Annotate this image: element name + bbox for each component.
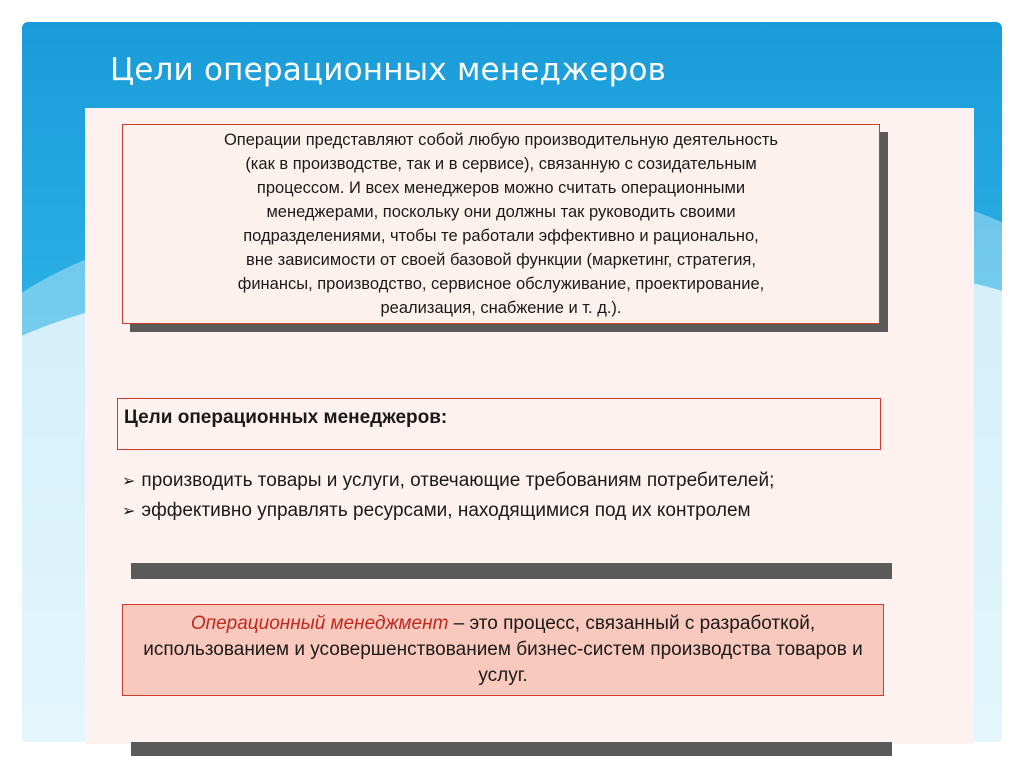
goals-heading: Цели операционных менеджеров: [124,407,448,428]
slide-title: Цели операционных менеджеров [110,52,667,88]
goal-text: эффективно управлять ресурсами, находящимися под их контролем [141,500,751,521]
list-item [122,466,902,496]
divider-bar [131,742,892,756]
definition-term: Операционный менеджмент [190,613,449,634]
definition-box [122,604,884,696]
arrow-bullet-icon: ➢ [122,503,136,520]
goals-list [122,466,902,526]
goal-text: производить товары и услуги, отвечающие требованиям потребителей; [141,470,775,491]
intro-text: Операции представляют собой любую производительную деятельность (как в производстве, так и в сервисе), связанную с созидательным процессом. И всех менеджеров можно считать операционными менеджерами, поскольку они должны так руководить своими подразделениями, чтобы те работали эффективно и рационально, вне зависимости от своей базовой функции (маркетинг, стратегия, финансы, производство, сервисное обслуживание, проектирование, реализация, снабжение и т. д.). [223,131,779,317]
definition-text [143,611,863,689]
list-item [122,496,902,526]
intro-box [122,124,880,324]
definition-rest: – это процесс, связанный с разработкой, использованием и усовершенствованием бизнес-систем производства товаров и услуг. [143,613,863,686]
arrow-bullet-icon: ➢ [122,473,136,490]
goals-heading-box [117,398,881,450]
divider-bar [131,563,892,579]
